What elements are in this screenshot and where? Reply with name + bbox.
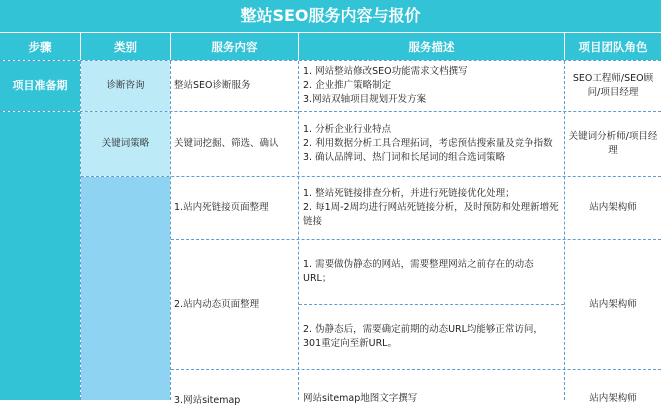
desc-diagnosis — [299, 61, 564, 111]
role-sitemap: 站内架构师 — [565, 370, 661, 420]
role-keywords: 关键词分析师/项目经理 — [565, 112, 661, 176]
header-step: 步骤 — [0, 33, 80, 60]
header-divider — [170, 33, 171, 60]
desc-dynamic-a — [299, 240, 564, 304]
desc-line: 1. 整站死链接排查分析，并进行死链接优化处理； — [303, 188, 515, 199]
role-diagnosis: SEO工程师/SEO顾问/项目经理 — [565, 61, 661, 111]
grid-hline — [171, 369, 661, 370]
service-diagnosis: 整站SEO诊断服务 — [171, 61, 298, 111]
desc-keywords — [299, 112, 564, 176]
service-dynamic-pages: 2.站内动态页面整理 — [171, 240, 298, 369]
category-keywords: 关键词策略 — [81, 112, 170, 176]
desc-dynamic-b — [299, 305, 564, 369]
header-category: 类别 — [81, 33, 170, 60]
service-deadlinks: 1.站内死链接页面整理 — [171, 177, 298, 239]
desc-line: 网站sitemap地图文字撰写 — [303, 393, 418, 404]
desc-line: 2. 利用数据分析工具合理拓词，考虑预估搜索量及竞争指数 — [303, 138, 553, 149]
header-divider — [298, 33, 299, 60]
sheet-title: 整站SEO服务内容与报价 — [0, 0, 661, 33]
service-sitemap: 3.网站sitemap — [171, 370, 298, 420]
grid-hline — [0, 111, 661, 112]
header-service: 服务内容 — [171, 33, 298, 60]
desc-line: 1. 网站整站修改SEO功能需求文档撰写 — [303, 66, 468, 77]
grid-hline — [81, 176, 661, 177]
desc-line: 2. 伪静态后，需要确定前期的动态URL均能够正常访问，301重定向至新URL。 — [303, 324, 543, 349]
grid-hline — [171, 239, 661, 240]
role-dynamic-pages: 站内架构师 — [565, 240, 661, 369]
service-keywords: 关键词挖掘、筛选、确认 — [171, 112, 298, 176]
header-description: 服务描述 — [299, 33, 564, 60]
desc-sitemap — [299, 370, 564, 420]
grid-hline — [299, 304, 564, 305]
step-prep: 项目准备期 — [0, 61, 80, 111]
desc-deadlinks — [299, 177, 564, 239]
role-deadlinks: 站内架构师 — [565, 177, 661, 239]
header-divider — [564, 33, 565, 60]
desc-line: 2. 每1周-2周均进行网站死链接分析，及时预防和处理新增死链接 — [303, 202, 559, 227]
desc-line: 1. 分析企业行业特点 — [303, 124, 392, 135]
category-onsite — [81, 177, 170, 400]
grid-hline — [0, 60, 661, 61]
desc-line: 3.网站双轴项目规划开发方案 — [303, 94, 427, 105]
step-continued — [0, 112, 80, 400]
desc-line: 1. 需要做伪静态的网站，需要整理网站之前存在的动态URL； — [303, 259, 534, 284]
desc-line: 3. 确认品牌词、热门词和长尾词的组合选词策略 — [303, 152, 506, 163]
header-divider — [80, 33, 81, 60]
category-diagnosis: 诊断咨询 — [81, 61, 170, 111]
header-role: 项目团队角色 — [565, 33, 661, 60]
desc-line: 2. 企业推广策略制定 — [303, 80, 392, 91]
